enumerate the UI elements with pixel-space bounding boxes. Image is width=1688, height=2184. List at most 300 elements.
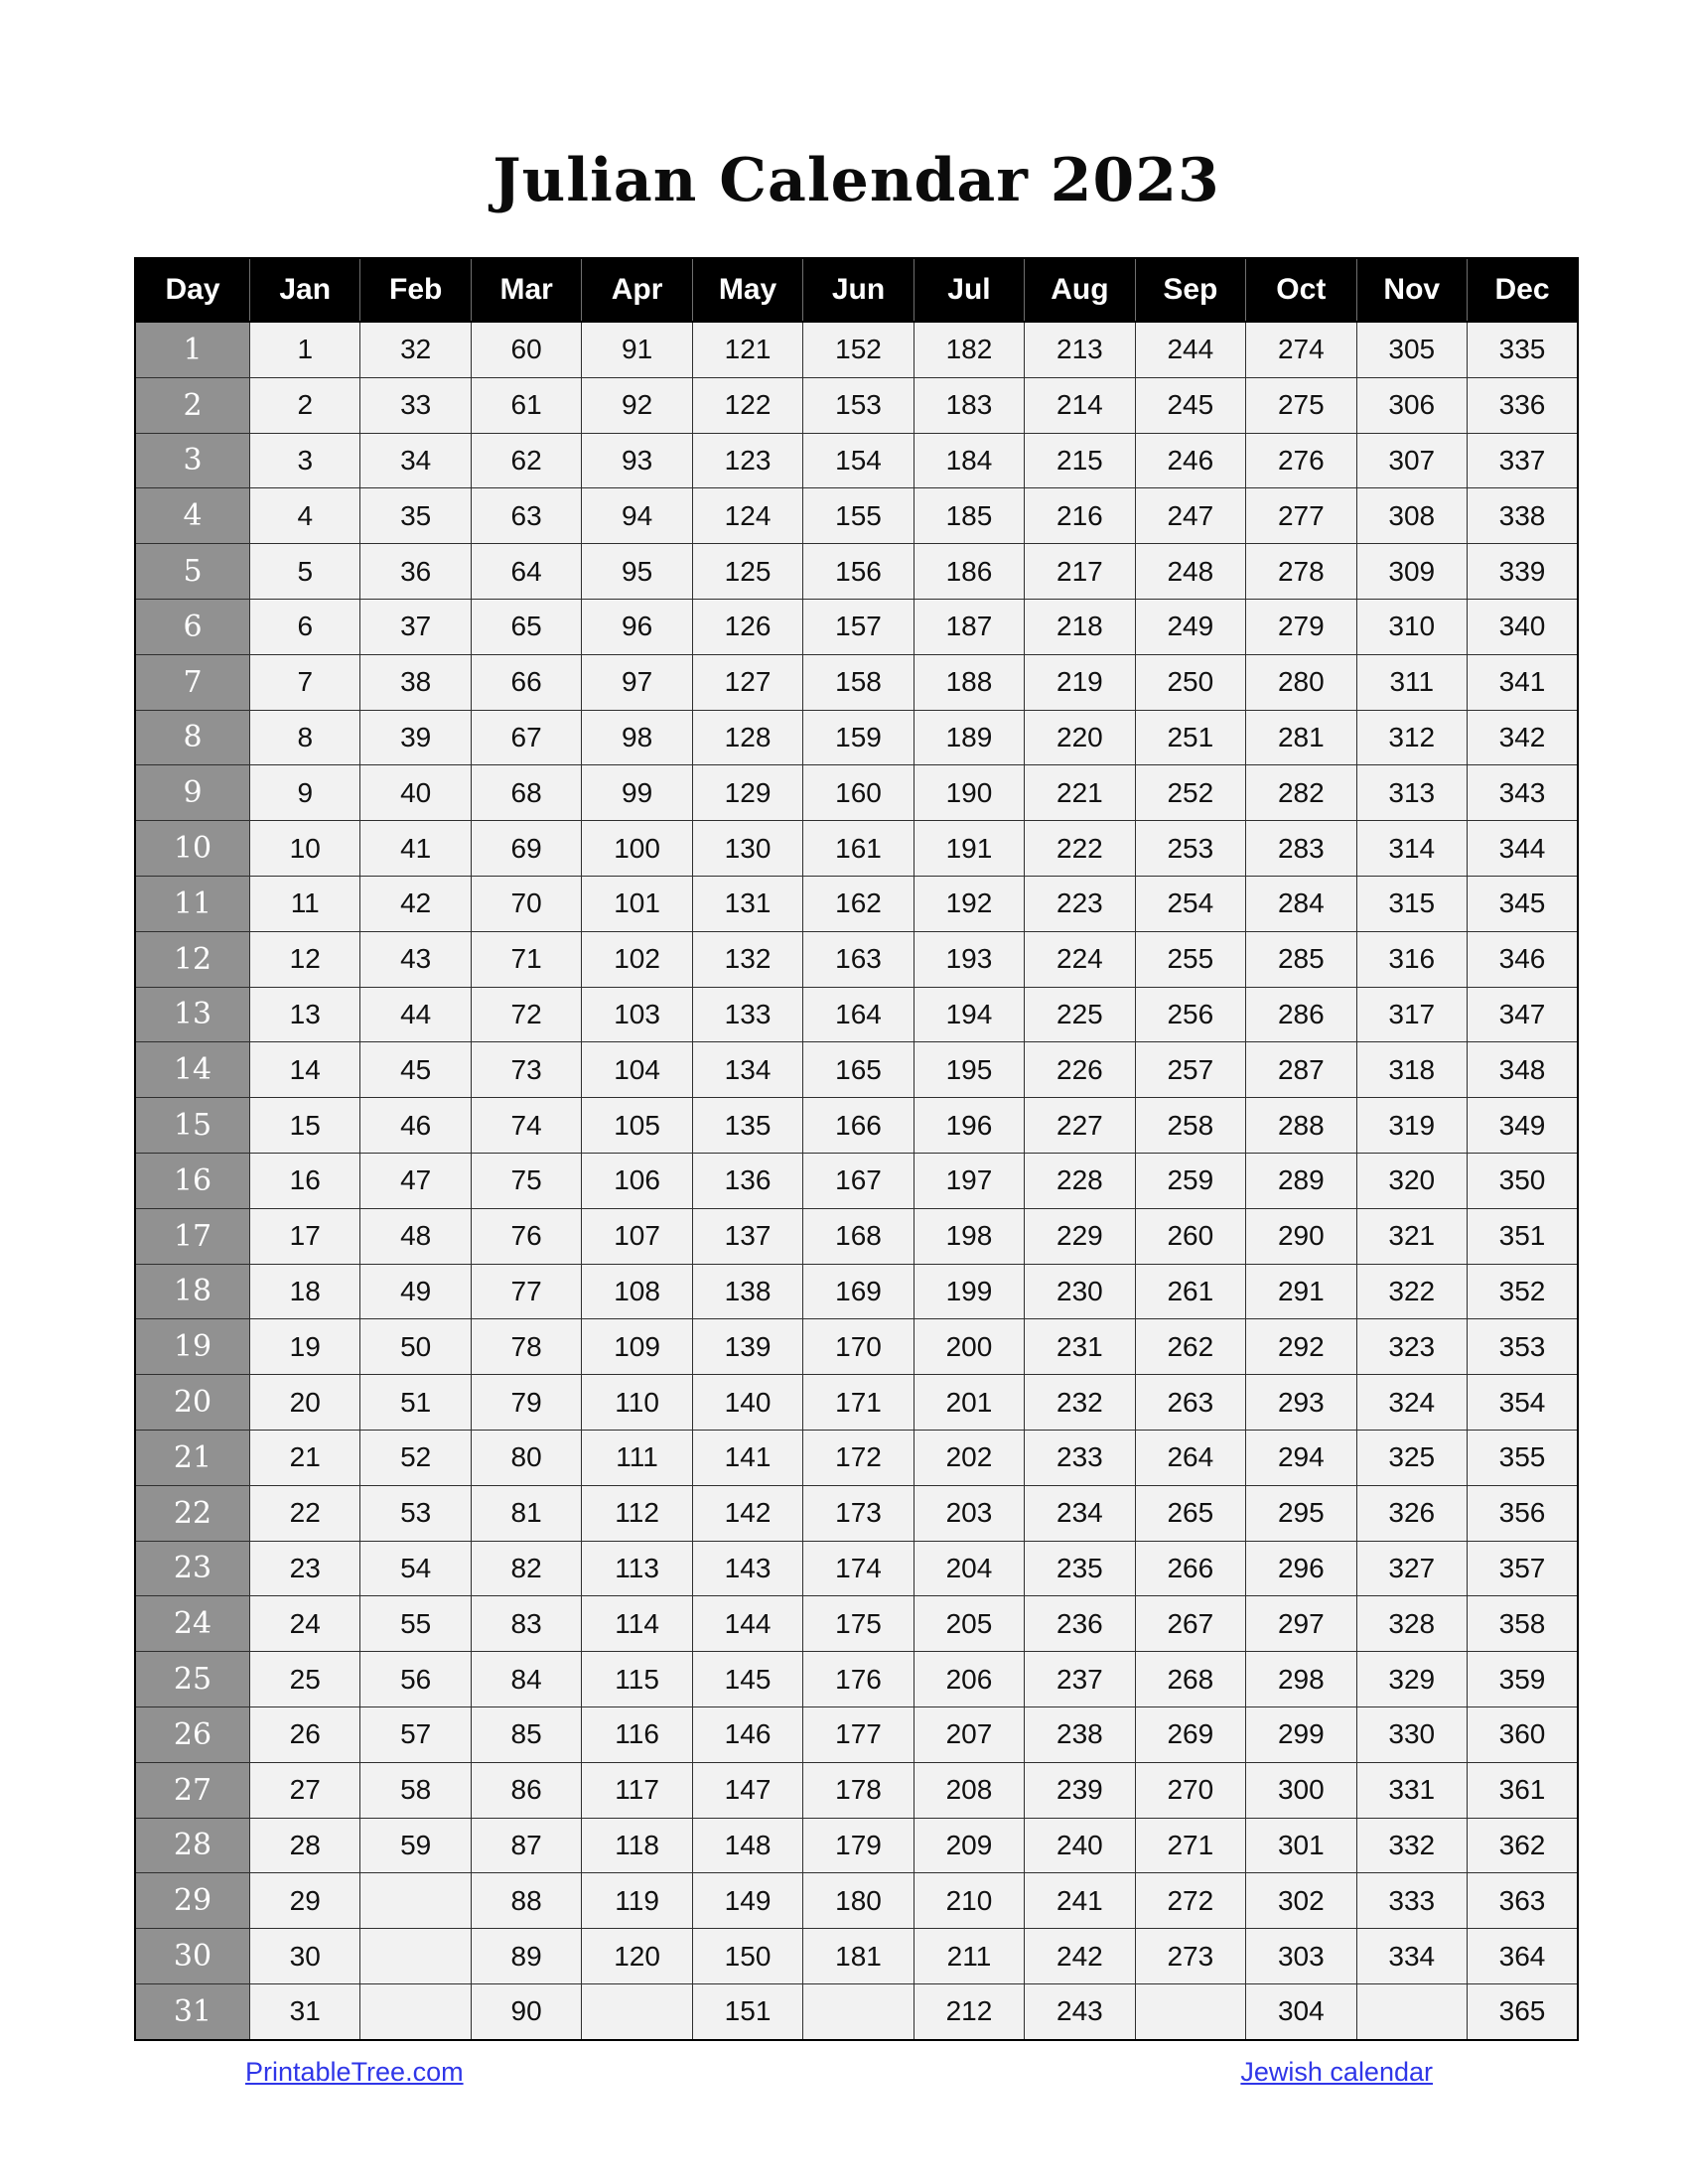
table-row <box>135 1541 1578 1596</box>
julian-day-cell: 217 <box>1025 544 1135 600</box>
table-row <box>135 1375 1578 1431</box>
julian-day-cell: 231 <box>1025 1319 1135 1375</box>
header-cell-apr: Apr <box>582 258 692 322</box>
julian-day-cell: 175 <box>803 1596 914 1652</box>
julian-day-cell: 267 <box>1135 1596 1245 1652</box>
julian-day-cell: 279 <box>1246 599 1356 654</box>
header-cell-jan: Jan <box>250 258 360 322</box>
table-row <box>135 1818 1578 1873</box>
julian-day-cell: 275 <box>1246 377 1356 433</box>
julian-day-cell: 176 <box>803 1652 914 1707</box>
julian-day-cell: 219 <box>1025 654 1135 710</box>
julian-day-cell: 180 <box>803 1873 914 1929</box>
julian-day-cell: 340 <box>1467 599 1578 654</box>
julian-day-cell: 341 <box>1467 654 1578 710</box>
julian-day-cell: 218 <box>1025 599 1135 654</box>
day-cell: 14 <box>135 1042 250 1098</box>
julian-day-cell: 34 <box>360 433 471 488</box>
julian-day-cell: 281 <box>1246 710 1356 765</box>
julian-day-cell: 224 <box>1025 931 1135 987</box>
julian-day-cell: 321 <box>1356 1208 1467 1264</box>
table-row <box>135 1153 1578 1208</box>
julian-day-cell: 251 <box>1135 710 1245 765</box>
julian-day-cell: 346 <box>1467 931 1578 987</box>
julian-day-cell: 134 <box>692 1042 802 1098</box>
julian-day-cell: 48 <box>360 1208 471 1264</box>
julian-day-cell: 173 <box>803 1485 914 1541</box>
julian-day-cell: 322 <box>1356 1264 1467 1319</box>
julian-day-cell: 243 <box>1025 1983 1135 2039</box>
julian-day-cell: 364 <box>1467 1929 1578 1984</box>
julian-day-cell: 207 <box>914 1706 1024 1762</box>
julian-day-cell: 77 <box>471 1264 581 1319</box>
julian-day-cell: 278 <box>1246 544 1356 600</box>
julian-day-cell: 165 <box>803 1042 914 1098</box>
julian-day-cell: 298 <box>1246 1652 1356 1707</box>
julian-day-cell: 264 <box>1135 1430 1245 1485</box>
printabletree-link[interactable]: PrintableTree.com <box>245 2056 464 2087</box>
day-cell: 3 <box>135 433 250 488</box>
julian-day-cell: 105 <box>582 1098 692 1154</box>
julian-day-cell: 108 <box>582 1264 692 1319</box>
julian-day-cell: 232 <box>1025 1375 1135 1431</box>
julian-day-cell: 13 <box>250 987 360 1042</box>
day-cell: 16 <box>135 1153 250 1208</box>
julian-day-cell: 360 <box>1467 1706 1578 1762</box>
julian-day-cell: 41 <box>360 821 471 877</box>
table-row <box>135 1929 1578 1984</box>
julian-day-cell: 90 <box>471 1983 581 2039</box>
julian-day-cell: 17 <box>250 1208 360 1264</box>
julian-day-cell: 113 <box>582 1541 692 1596</box>
julian-day-cell: 350 <box>1467 1153 1578 1208</box>
julian-day-cell: 80 <box>471 1430 581 1485</box>
julian-day-cell: 6 <box>250 599 360 654</box>
julian-day-cell: 262 <box>1135 1319 1245 1375</box>
julian-day-cell: 127 <box>692 654 802 710</box>
julian-day-cell <box>1135 1983 1245 2039</box>
julian-day-cell: 93 <box>582 433 692 488</box>
julian-day-cell: 125 <box>692 544 802 600</box>
julian-day-cell: 208 <box>914 1762 1024 1818</box>
julian-day-cell: 1 <box>250 322 360 377</box>
julian-day-cell: 186 <box>914 544 1024 600</box>
julian-day-cell: 5 <box>250 544 360 600</box>
julian-day-cell: 4 <box>250 488 360 544</box>
table-row <box>135 1596 1578 1652</box>
julian-day-cell <box>360 1983 471 2039</box>
julian-day-cell: 273 <box>1135 1929 1245 1984</box>
julian-day-cell: 112 <box>582 1485 692 1541</box>
julian-day-cell: 143 <box>692 1541 802 1596</box>
julian-day-cell: 222 <box>1025 821 1135 877</box>
julian-day-cell: 177 <box>803 1706 914 1762</box>
julian-day-cell: 154 <box>803 433 914 488</box>
day-cell: 24 <box>135 1596 250 1652</box>
julian-day-cell: 362 <box>1467 1818 1578 1873</box>
julian-day-cell: 162 <box>803 876 914 931</box>
julian-day-cell: 327 <box>1356 1541 1467 1596</box>
table-row <box>135 488 1578 544</box>
julian-day-cell: 111 <box>582 1430 692 1485</box>
julian-day-cell: 287 <box>1246 1042 1356 1098</box>
julian-day-cell: 326 <box>1356 1485 1467 1541</box>
table-row <box>135 931 1578 987</box>
julian-day-cell: 66 <box>471 654 581 710</box>
julian-day-cell: 102 <box>582 931 692 987</box>
julian-day-cell: 325 <box>1356 1430 1467 1485</box>
julian-day-cell: 245 <box>1135 377 1245 433</box>
julian-calendar-table <box>134 257 1579 2041</box>
julian-day-cell: 356 <box>1467 1485 1578 1541</box>
julian-day-cell: 359 <box>1467 1652 1578 1707</box>
calendar-page <box>134 0 1579 2041</box>
julian-day-cell: 166 <box>803 1098 914 1154</box>
julian-day-cell: 323 <box>1356 1319 1467 1375</box>
julian-day-cell: 271 <box>1135 1818 1245 1873</box>
julian-day-cell: 297 <box>1246 1596 1356 1652</box>
table-row <box>135 599 1578 654</box>
day-cell: 13 <box>135 987 250 1042</box>
julian-day-cell: 253 <box>1135 821 1245 877</box>
day-cell: 10 <box>135 821 250 877</box>
julian-day-cell: 187 <box>914 599 1024 654</box>
table-row <box>135 987 1578 1042</box>
day-cell: 26 <box>135 1706 250 1762</box>
julian-day-cell: 132 <box>692 931 802 987</box>
julian-day-cell: 59 <box>360 1818 471 1873</box>
julian-day-cell: 137 <box>692 1208 802 1264</box>
julian-day-cell: 145 <box>692 1652 802 1707</box>
table-row <box>135 654 1578 710</box>
julian-day-cell: 146 <box>692 1706 802 1762</box>
julian-day-cell: 128 <box>692 710 802 765</box>
julian-day-cell: 329 <box>1356 1652 1467 1707</box>
julian-day-cell: 211 <box>914 1929 1024 1984</box>
julian-day-cell: 157 <box>803 599 914 654</box>
julian-day-cell: 167 <box>803 1153 914 1208</box>
table-row <box>135 876 1578 931</box>
day-cell: 29 <box>135 1873 250 1929</box>
julian-day-cell: 199 <box>914 1264 1024 1319</box>
julian-day-cell: 309 <box>1356 544 1467 600</box>
julian-day-cell: 79 <box>471 1375 581 1431</box>
julian-day-cell: 183 <box>914 377 1024 433</box>
julian-day-cell: 63 <box>471 488 581 544</box>
julian-day-cell: 171 <box>803 1375 914 1431</box>
julian-day-cell: 198 <box>914 1208 1024 1264</box>
julian-day-cell: 300 <box>1246 1762 1356 1818</box>
julian-day-cell: 168 <box>803 1208 914 1264</box>
julian-day-cell: 148 <box>692 1818 802 1873</box>
julian-day-cell: 119 <box>582 1873 692 1929</box>
julian-day-cell: 121 <box>692 322 802 377</box>
julian-day-cell: 75 <box>471 1153 581 1208</box>
julian-day-cell: 64 <box>471 544 581 600</box>
julian-day-cell: 347 <box>1467 987 1578 1042</box>
julian-day-cell: 220 <box>1025 710 1135 765</box>
julian-day-cell: 122 <box>692 377 802 433</box>
julian-day-cell: 178 <box>803 1762 914 1818</box>
julian-day-cell: 301 <box>1246 1818 1356 1873</box>
julian-day-cell: 20 <box>250 1375 360 1431</box>
julian-day-cell: 235 <box>1025 1541 1135 1596</box>
julian-day-cell: 27 <box>250 1762 360 1818</box>
julian-day-cell: 28 <box>250 1818 360 1873</box>
julian-day-cell: 188 <box>914 654 1024 710</box>
julian-day-cell: 49 <box>360 1264 471 1319</box>
day-cell: 15 <box>135 1098 250 1154</box>
julian-day-cell <box>360 1929 471 1984</box>
julian-day-cell: 25 <box>250 1652 360 1707</box>
julian-day-cell: 99 <box>582 765 692 821</box>
julian-day-cell: 26 <box>250 1706 360 1762</box>
julian-day-cell: 142 <box>692 1485 802 1541</box>
julian-day-cell: 244 <box>1135 322 1245 377</box>
table-row <box>135 765 1578 821</box>
julian-day-cell: 31 <box>250 1983 360 2039</box>
julian-day-cell: 163 <box>803 931 914 987</box>
julian-day-cell: 144 <box>692 1596 802 1652</box>
julian-day-cell: 337 <box>1467 433 1578 488</box>
julian-day-cell: 291 <box>1246 1264 1356 1319</box>
julian-day-cell: 204 <box>914 1541 1024 1596</box>
julian-day-cell: 283 <box>1246 821 1356 877</box>
julian-day-cell: 202 <box>914 1430 1024 1485</box>
day-cell: 18 <box>135 1264 250 1319</box>
table-row <box>135 1652 1578 1707</box>
header-row <box>135 258 1578 322</box>
julian-day-cell: 317 <box>1356 987 1467 1042</box>
day-cell: 27 <box>135 1762 250 1818</box>
julian-day-cell <box>1356 1983 1467 2039</box>
julian-day-cell: 58 <box>360 1762 471 1818</box>
julian-day-cell: 191 <box>914 821 1024 877</box>
header-cell-feb: Feb <box>360 258 471 322</box>
julian-day-cell: 150 <box>692 1929 802 1984</box>
table-row <box>135 1208 1578 1264</box>
header-cell-aug: Aug <box>1025 258 1135 322</box>
day-cell: 17 <box>135 1208 250 1264</box>
julian-day-cell: 82 <box>471 1541 581 1596</box>
julian-day-cell: 348 <box>1467 1042 1578 1098</box>
julian-day-cell: 213 <box>1025 322 1135 377</box>
julian-day-cell: 257 <box>1135 1042 1245 1098</box>
julian-day-cell: 365 <box>1467 1983 1578 2039</box>
julian-day-cell: 200 <box>914 1319 1024 1375</box>
julian-day-cell: 339 <box>1467 544 1578 600</box>
julian-day-cell: 133 <box>692 987 802 1042</box>
julian-day-cell <box>803 1983 914 2039</box>
julian-day-cell: 286 <box>1246 987 1356 1042</box>
julian-day-cell: 123 <box>692 433 802 488</box>
julian-day-cell: 332 <box>1356 1818 1467 1873</box>
julian-day-cell: 138 <box>692 1264 802 1319</box>
table-body <box>135 322 1578 2040</box>
julian-day-cell: 293 <box>1246 1375 1356 1431</box>
julian-day-cell: 83 <box>471 1596 581 1652</box>
julian-day-cell: 324 <box>1356 1375 1467 1431</box>
table-row <box>135 1098 1578 1154</box>
julian-day-cell: 234 <box>1025 1485 1135 1541</box>
julian-day-cell: 276 <box>1246 433 1356 488</box>
julian-day-cell: 248 <box>1135 544 1245 600</box>
julian-day-cell: 185 <box>914 488 1024 544</box>
header-cell-jul: Jul <box>914 258 1024 322</box>
day-cell: 9 <box>135 765 250 821</box>
julian-day-cell: 35 <box>360 488 471 544</box>
julian-day-cell: 29 <box>250 1873 360 1929</box>
julian-day-cell: 247 <box>1135 488 1245 544</box>
julian-day-cell: 60 <box>471 322 581 377</box>
julian-day-cell: 54 <box>360 1541 471 1596</box>
julian-day-cell: 265 <box>1135 1485 1245 1541</box>
julian-day-cell: 310 <box>1356 599 1467 654</box>
day-cell: 4 <box>135 488 250 544</box>
julian-day-cell: 110 <box>582 1375 692 1431</box>
julian-day-cell: 315 <box>1356 876 1467 931</box>
julian-day-cell: 155 <box>803 488 914 544</box>
julian-day-cell: 334 <box>1356 1929 1467 1984</box>
julian-day-cell: 85 <box>471 1706 581 1762</box>
julian-day-cell: 16 <box>250 1153 360 1208</box>
day-cell: 11 <box>135 876 250 931</box>
table-row <box>135 1485 1578 1541</box>
julian-day-cell: 10 <box>250 821 360 877</box>
julian-day-cell: 88 <box>471 1873 581 1929</box>
julian-day-cell: 255 <box>1135 931 1245 987</box>
table-row <box>135 1873 1578 1929</box>
day-cell: 12 <box>135 931 250 987</box>
julian-day-cell: 56 <box>360 1652 471 1707</box>
day-cell: 21 <box>135 1430 250 1485</box>
julian-day-cell: 55 <box>360 1596 471 1652</box>
julian-day-cell: 272 <box>1135 1873 1245 1929</box>
julian-day-cell: 233 <box>1025 1430 1135 1485</box>
julian-day-cell: 50 <box>360 1319 471 1375</box>
julian-day-cell: 2 <box>250 377 360 433</box>
julian-day-cell: 70 <box>471 876 581 931</box>
julian-day-cell: 295 <box>1246 1485 1356 1541</box>
julian-day-cell: 161 <box>803 821 914 877</box>
julian-day-cell: 21 <box>250 1430 360 1485</box>
julian-day-cell: 260 <box>1135 1208 1245 1264</box>
julian-day-cell: 43 <box>360 931 471 987</box>
julian-day-cell: 259 <box>1135 1153 1245 1208</box>
julian-day-cell: 296 <box>1246 1541 1356 1596</box>
julian-day-cell: 263 <box>1135 1375 1245 1431</box>
julian-day-cell: 36 <box>360 544 471 600</box>
julian-day-cell: 261 <box>1135 1264 1245 1319</box>
julian-day-cell: 336 <box>1467 377 1578 433</box>
julian-day-cell: 51 <box>360 1375 471 1431</box>
julian-day-cell: 53 <box>360 1485 471 1541</box>
julian-day-cell: 101 <box>582 876 692 931</box>
table-row <box>135 1042 1578 1098</box>
julian-day-cell: 312 <box>1356 710 1467 765</box>
julian-day-cell: 252 <box>1135 765 1245 821</box>
table-row <box>135 1706 1578 1762</box>
julian-day-cell: 313 <box>1356 765 1467 821</box>
jewish-calendar-link[interactable]: Jewish calendar <box>1240 2056 1433 2087</box>
julian-day-cell: 316 <box>1356 931 1467 987</box>
julian-day-cell: 270 <box>1135 1762 1245 1818</box>
julian-day-cell: 174 <box>803 1541 914 1596</box>
julian-day-cell: 156 <box>803 544 914 600</box>
julian-day-cell: 69 <box>471 821 581 877</box>
table-row <box>135 1264 1578 1319</box>
julian-day-cell: 42 <box>360 876 471 931</box>
julian-day-cell: 357 <box>1467 1541 1578 1596</box>
julian-day-cell: 74 <box>471 1098 581 1154</box>
julian-day-cell: 333 <box>1356 1873 1467 1929</box>
julian-day-cell: 338 <box>1467 488 1578 544</box>
julian-day-cell: 170 <box>803 1319 914 1375</box>
julian-day-cell: 114 <box>582 1596 692 1652</box>
julian-day-cell: 87 <box>471 1818 581 1873</box>
julian-day-cell: 184 <box>914 433 1024 488</box>
julian-day-cell: 354 <box>1467 1375 1578 1431</box>
julian-day-cell: 206 <box>914 1652 1024 1707</box>
header-cell-day: Day <box>135 258 250 322</box>
julian-day-cell: 355 <box>1467 1430 1578 1485</box>
julian-day-cell: 95 <box>582 544 692 600</box>
footer <box>134 2057 1579 2088</box>
julian-day-cell: 100 <box>582 821 692 877</box>
julian-day-cell: 115 <box>582 1652 692 1707</box>
julian-day-cell: 285 <box>1246 931 1356 987</box>
julian-day-cell: 221 <box>1025 765 1135 821</box>
julian-day-cell: 126 <box>692 599 802 654</box>
julian-day-cell: 68 <box>471 765 581 821</box>
julian-day-cell: 363 <box>1467 1873 1578 1929</box>
header-cell-nov: Nov <box>1356 258 1467 322</box>
julian-day-cell: 304 <box>1246 1983 1356 2039</box>
julian-day-cell: 24 <box>250 1596 360 1652</box>
julian-day-cell: 86 <box>471 1762 581 1818</box>
day-cell: 22 <box>135 1485 250 1541</box>
table-row <box>135 1430 1578 1485</box>
julian-day-cell: 288 <box>1246 1098 1356 1154</box>
julian-day-cell: 118 <box>582 1818 692 1873</box>
julian-day-cell: 274 <box>1246 322 1356 377</box>
julian-day-cell: 352 <box>1467 1264 1578 1319</box>
julian-day-cell: 280 <box>1246 654 1356 710</box>
julian-day-cell: 62 <box>471 433 581 488</box>
julian-day-cell: 250 <box>1135 654 1245 710</box>
julian-day-cell: 226 <box>1025 1042 1135 1098</box>
julian-day-cell: 78 <box>471 1319 581 1375</box>
julian-day-cell: 117 <box>582 1762 692 1818</box>
julian-day-cell: 238 <box>1025 1706 1135 1762</box>
julian-day-cell: 342 <box>1467 710 1578 765</box>
julian-day-cell: 344 <box>1467 821 1578 877</box>
julian-day-cell: 190 <box>914 765 1024 821</box>
julian-day-cell: 159 <box>803 710 914 765</box>
julian-day-cell: 223 <box>1025 876 1135 931</box>
julian-day-cell: 249 <box>1135 599 1245 654</box>
julian-day-cell: 254 <box>1135 876 1245 931</box>
julian-day-cell: 52 <box>360 1430 471 1485</box>
julian-day-cell: 109 <box>582 1319 692 1375</box>
julian-day-cell: 147 <box>692 1762 802 1818</box>
julian-day-cell: 9 <box>250 765 360 821</box>
julian-day-cell: 116 <box>582 1706 692 1762</box>
julian-day-cell: 282 <box>1246 765 1356 821</box>
julian-day-cell: 210 <box>914 1873 1024 1929</box>
julian-day-cell: 246 <box>1135 433 1245 488</box>
day-cell: 28 <box>135 1818 250 1873</box>
